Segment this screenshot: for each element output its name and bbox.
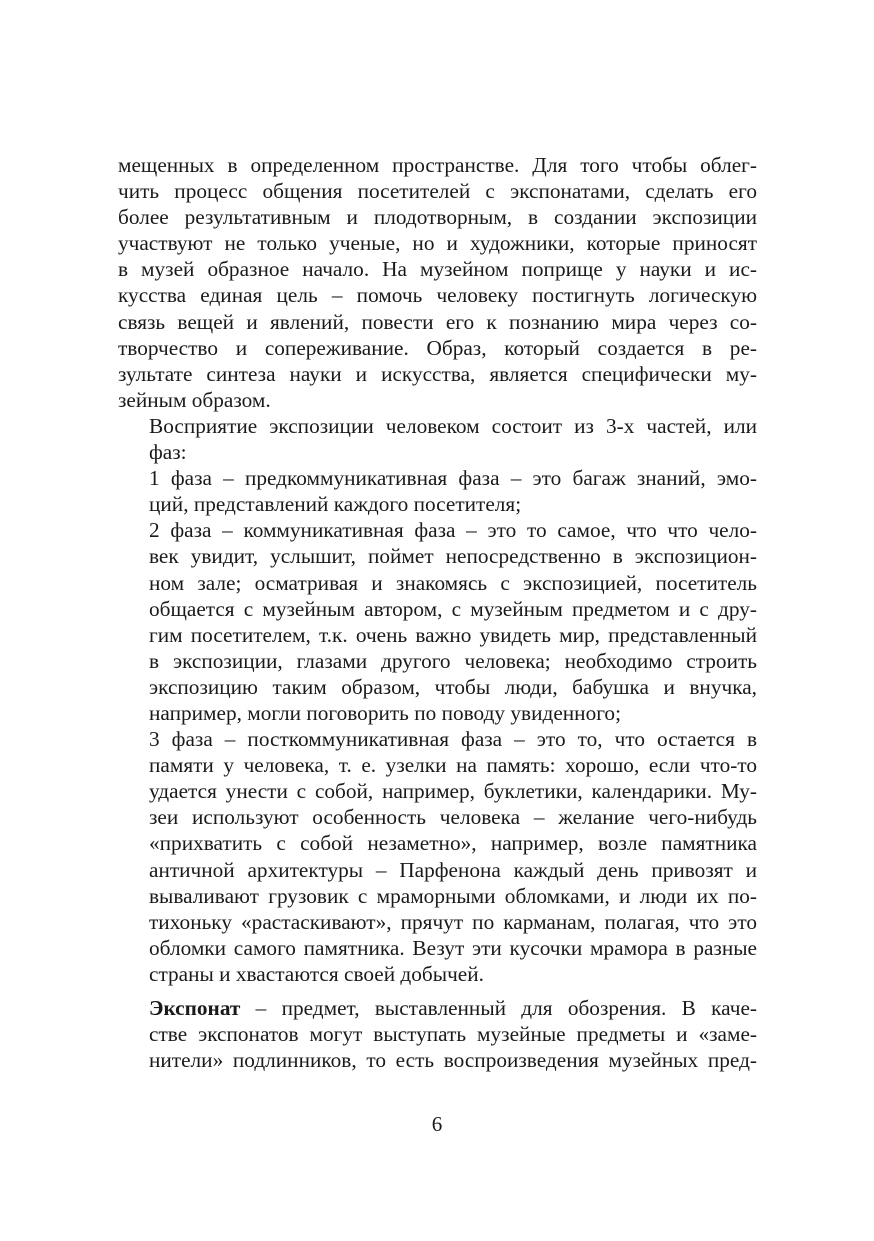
text-line: чить процесс общения посетителей с экспонатами, сделать его [118,179,757,204]
text-line: в музей образное начало. На музейном поприще у науки и ис- [118,257,757,282]
exhibit-definition: – предмет, выставленный для обозрения. В каче- [240,996,757,1020]
text-line: 1 фаза – предкоммуникативная фаза – это багаж знаний, эмо- [149,466,757,491]
paragraph-intro [118,152,757,413]
paragraph-perception [118,413,757,465]
text-line: экспозицию таким образом, чтобы люди, бабушка и внучка, [149,674,757,699]
page-text [118,152,757,1073]
text-line: более результативным и плодотворным, в создании экспозиции [118,205,757,230]
text-line: 2 фаза – коммуникативная фаза – это то самое, что что чело- [149,518,757,543]
text-line: мещенных в определенном пространстве. Для того чтобы облег- [118,153,757,177]
text-line: связь вещей и явлений, повести его к познанию мира через со- [118,309,757,334]
page-number: 6 [431,1112,443,1136]
text-line: в экспозиции, глазами другого человека; необходимо строить [149,648,757,673]
text-line: античной архитектуры – Парфенона каждый день привозят и [149,857,757,882]
text-line: «прихватить с собой незаметно», например, возле памятника [149,831,757,856]
text-line: ций, представлений каждого посетителя; [149,492,522,517]
text-line [118,995,757,1021]
text-line: удается унести с собой, например, буклетики, календарики. Му- [149,779,757,804]
text-line: фаз: [149,440,187,465]
text-line: 3 фаза – посткоммуникативная фаза – это то, что остается в [149,727,757,752]
paragraph-phase-2 [118,517,757,726]
text-line: страны и хвастаются своей добычей. [149,961,484,986]
text-line: зейным образом. [118,387,271,412]
text-line: памяти у человека, т. е. узелки на память: хорошо, если что-то [149,753,757,778]
exhibit-term: Экспонат [149,996,241,1020]
text-line: нители» подлинников, то есть воспроизведения музейных пред- [149,1048,757,1073]
text-line: гим посетителем, т.к. очень важно увидеть мир, представленный [149,622,757,647]
text-line: век увидит, услышит, поймет непосредственно в экспозицион- [149,544,757,569]
text-line: вываливают грузовик с мраморными обломками, и люди их по- [149,883,757,908]
text-line: ном зале; осматривая и знакомясь с экспозицией, посетитель [149,570,757,595]
paragraph-phase-3 [118,726,757,987]
text-line: участвуют не только ученые, но и художники, которые приносят [118,231,757,256]
text-line: стве экспонатов могут выступать музейные предметы и «заме- [149,1022,757,1047]
text-line: зультате синтеза науки и искусства, является специфически му- [118,361,757,386]
text-line: например, могли поговорить по поводу увиденного; [149,700,621,725]
text-line: творчество и сопереживание. Образ, который создается в ре- [118,335,757,360]
paragraph-phase-1 [118,465,757,517]
text-line: обломки самого памятника. Везут эти кусочки мрамора в разные [149,935,757,960]
text-line: Восприятие экспозиции человеком состоит из 3-х частей, или [149,413,757,438]
text-line: тихоньку «растаскивают», прячут по карманам, полагая, что это [149,909,757,934]
text-line: общается с музейным автором, с музейным предметом и с дру- [149,596,757,621]
paragraph-exhibit [118,995,757,1073]
text-line: зеи используют особенность человека – желание чего-нибудь [149,805,757,830]
text-line: кусства единая цель – помочь человеку постигнуть логическую [118,283,757,308]
